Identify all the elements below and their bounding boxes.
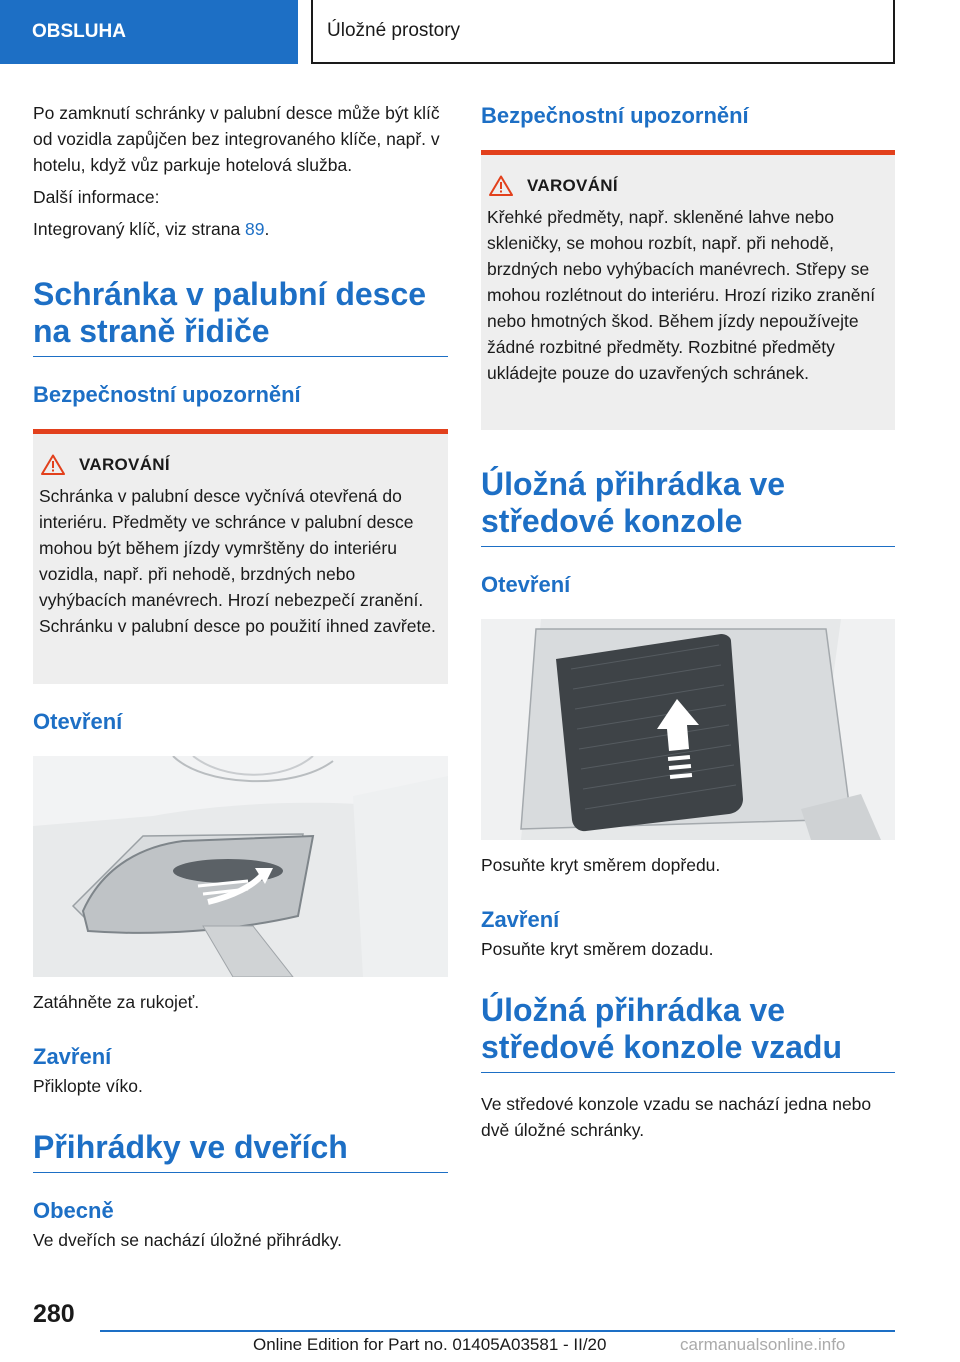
open-instruction: Zatáhněte za rukojeť. bbox=[33, 992, 200, 1012]
warning-label: VAROVÁNÍ bbox=[79, 454, 170, 474]
warning-box bbox=[33, 429, 448, 684]
right-close-instruction: Posuňte kryt směrem dozadu. bbox=[481, 939, 714, 959]
warning-header bbox=[39, 454, 440, 475]
glovebox-heading: Schránka v palubní desce na straně řidiče bbox=[33, 276, 448, 357]
chapter-tab bbox=[311, 0, 895, 64]
rear-console-text: Ve středové konzole vzadu se nachází jedna nebo dvě úložné schránky. bbox=[481, 1094, 872, 1140]
right-close-heading: Zavření bbox=[481, 907, 560, 932]
right-open-instruction: Posuňte kryt směrem dopředu. bbox=[481, 855, 721, 875]
section-tab bbox=[0, 0, 298, 64]
chapter-title: Úložné prostory bbox=[327, 20, 461, 41]
warning-triangle-icon bbox=[41, 454, 65, 475]
console-illustration bbox=[481, 619, 895, 840]
open-heading: Otevření bbox=[33, 709, 123, 734]
cross-reference-end: . bbox=[264, 219, 270, 239]
more-info-label: Další informace: bbox=[33, 187, 160, 207]
left-column bbox=[33, 100, 448, 1253]
glovebox-image bbox=[33, 756, 448, 977]
watermark: carmanualsonline.info bbox=[680, 1335, 846, 1354]
cross-reference bbox=[33, 216, 448, 242]
rear-console-heading: Úložná přihrádka ve středové konzole vzadu bbox=[481, 992, 895, 1073]
door-heading: Přihrádky ve dveřích bbox=[33, 1129, 448, 1173]
right-column bbox=[481, 102, 895, 1143]
close-instruction: Přiklopte víko. bbox=[33, 1076, 143, 1096]
console-image bbox=[481, 619, 895, 840]
right-warning-text: Křehké předměty, např. skleněné lahve nebo skleničky, se mohou rozbít, např. při nehodě, brzdných nebo vyhýbacích manévrech. Střepy se mohou rozlétnout do interiéru. Hrozí riziko zranění nebo hmotných škod. Během jízdy nepoužívejte žádné rozbitné předměty. Rozbitné předměty ukládejte pouze do uzavřených schránek. bbox=[487, 207, 876, 383]
console-heading: Úložná přihrádka ve středové konzole bbox=[481, 466, 895, 547]
right-warning-box bbox=[481, 150, 895, 430]
footer-rule bbox=[100, 1330, 895, 1332]
warning-text: Schránka v palubní desce vyčnívá otevřená do interiéru. Předměty ve schránce v palubní desce mohou být během jízdy vymrštěny do interiéru vozidla, např. při nehodě, brzdných nebo vyhýbacích manévrech. Hrozí nebezpečí zranění. Schránku v palubní desce po použití ihned zavřete. bbox=[39, 486, 436, 636]
right-warning-label: VAROVÁNÍ bbox=[527, 175, 618, 195]
intro-paragraph: Po zamknutí schránky v palubní desce může být klíč od vozidla zapůjčen bez integrovaného klíče, např. v hotelu, když vůz parkuje hotelová služba. bbox=[33, 103, 440, 175]
close-heading: Zavření bbox=[33, 1044, 112, 1069]
page-number: 280 bbox=[33, 1300, 75, 1328]
right-safety-heading: Bezpečnostní upozornění bbox=[481, 103, 749, 128]
warning-triangle-icon bbox=[489, 175, 513, 196]
edition-text: Online Edition for Part no. 01405A03581 - II/20 bbox=[253, 1335, 607, 1354]
safety-heading: Bezpečnostní upozornění bbox=[33, 382, 301, 407]
section-title: OBSLUHA bbox=[32, 21, 126, 42]
page-link[interactable]: 89 bbox=[245, 219, 265, 239]
general-heading: Obecně bbox=[33, 1198, 114, 1223]
glovebox-illustration bbox=[33, 756, 448, 977]
right-open-heading: Otevření bbox=[481, 572, 571, 597]
general-text: Ve dveřích se nachází úložné přihrádky. bbox=[33, 1230, 343, 1250]
cross-reference-text: Integrovaný klíč, viz strana bbox=[33, 219, 246, 239]
right-warning-header bbox=[487, 175, 887, 196]
